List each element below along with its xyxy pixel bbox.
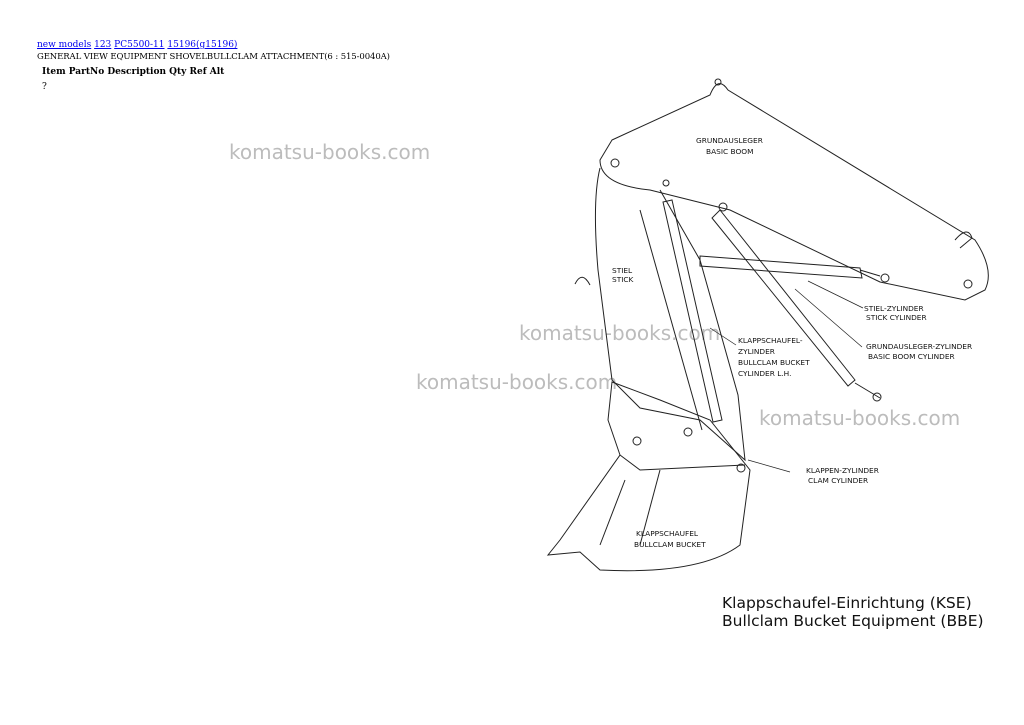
breadcrumb-link-new-models[interactable]: new models xyxy=(37,40,92,50)
diagram-caption xyxy=(722,594,984,630)
label-bucket-cylinder-de1: KLAPPSCHAUFEL- xyxy=(738,336,803,345)
label-clam-cylinder-en: CLAM CYLINDER xyxy=(808,476,869,485)
label-basic-boom-en: BASIC BOOM xyxy=(706,147,754,156)
table-header: Item PartNo Description Qty Ref Alt xyxy=(42,67,225,77)
label-bucket-cylinder-en2: CYLINDER L.H. xyxy=(738,369,792,378)
label-stick-de: STIEL xyxy=(612,266,633,275)
label-bucket-en: BULLCLAM BUCKET xyxy=(634,540,706,549)
watermark: komatsu-books.com xyxy=(416,370,618,394)
caption-en: Bullclam Bucket Equipment (BBE) xyxy=(722,612,984,630)
label-clam-cylinder-de: KLAPPEN-ZYLINDER xyxy=(806,466,879,475)
label-bucket-cylinder-en1: BULLCLAM BUCKET xyxy=(738,358,810,367)
label-bucket-de: KLAPPSCHAUFEL xyxy=(636,529,699,538)
label-bucket-cylinder-de2: ZYLINDER xyxy=(738,347,775,356)
table-cell: ? xyxy=(42,82,47,92)
label-boom-cylinder-en: BASIC BOOM CYLINDER xyxy=(868,352,955,361)
label-basic-boom-de: GRUNDAUSLEGER xyxy=(696,136,763,145)
breadcrumb-link-part[interactable]: 15196(g15196) xyxy=(167,40,238,50)
label-stick-en: STICK xyxy=(612,275,634,284)
watermark: komatsu-books.com xyxy=(519,321,721,345)
breadcrumb xyxy=(37,40,237,51)
watermark: komatsu-books.com xyxy=(759,406,961,430)
watermark: komatsu-books.com xyxy=(229,140,431,164)
breadcrumb-link-model[interactable]: PC5500-11 xyxy=(114,40,165,50)
breadcrumb-link-123[interactable]: 123 xyxy=(94,40,112,50)
page-title: GENERAL VIEW EQUIPMENT SHOVELBULLCLAM ATTACHMENT(6 : 515-0040A) xyxy=(37,52,390,62)
bullclam-equipment-diagram xyxy=(540,60,1010,590)
label-boom-cylinder-de: GRUNDAUSLEGER-ZYLINDER xyxy=(866,342,973,351)
label-stick-cylinder-de: STIEL-ZYLINDER xyxy=(864,304,924,313)
label-stick-cylinder-en: STICK CYLINDER xyxy=(866,313,927,322)
caption-de: Klappschaufel-Einrichtung (KSE) xyxy=(722,594,972,612)
